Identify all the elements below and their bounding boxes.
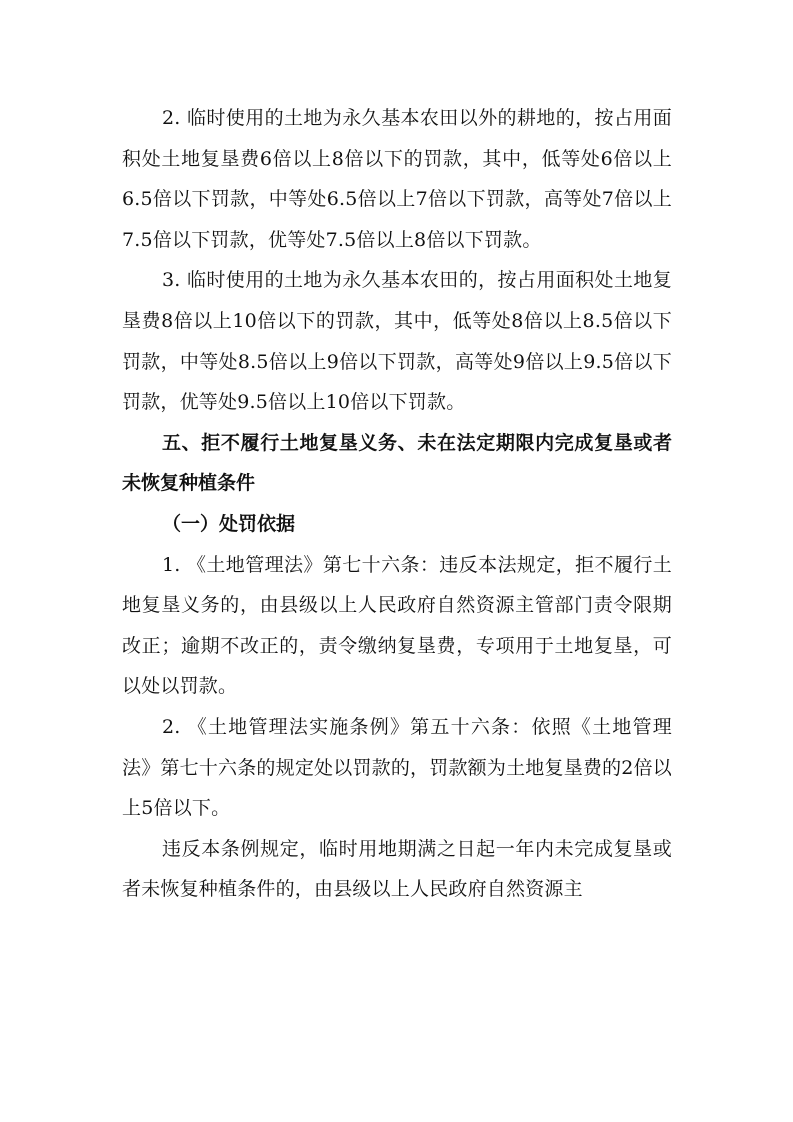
paragraph-land-management-law-article-76: 1. 《土地管理法》第七十六条：违反本法规定，拒不履行土地复垦义务的，由县级以上人民政府自然资源主管部门责令限期改正；逾期不改正的，责令缴纳复垦费，专项用于土地复垦，可以处以罚款。 bbox=[122, 553, 672, 698]
paragraph-temporary-land-expiry: 违反本条例规定，临时用地期满之日起一年内未完成复垦或者未恢复种植条件的，由县级以上人民政府自然资源主 bbox=[122, 837, 672, 901]
subsection-heading-penalty-basis: （一）处罚依据 bbox=[162, 512, 296, 535]
section-heading-five: 五、拒不履行土地复垦义务、未在法定期限内完成复垦或者未恢复种植条件 bbox=[122, 431, 672, 495]
paragraph-penalty-permanent-farmland: 3. 临时使用的土地为永久基本农田的，按占用面积处土地复垦费8倍以上10倍以下的罚款，其中，低等处8倍以上8.5倍以下罚款，中等处8.5倍以上9倍以下罚款，高等处9倍以上9.5倍以下罚款，优等处9.5倍以上10倍以下罚款。 bbox=[122, 269, 672, 414]
paragraph-penalty-basic-farmland-exclusive: 2. 临时使用的土地为永久基本农田以外的耕地的，按占用面积处土地复垦费6倍以上8倍以下的罚款，其中，低等处6倍以上6.5倍以下罚款，中等处6.5倍以上7倍以下罚款，高等处7倍以上7.5倍以下罚款，优等处7.5倍以上8倍以下罚款。 bbox=[122, 107, 672, 251]
document-body bbox=[122, 98, 672, 910]
paragraph-implementation-regulation-article-56: 2. 《土地管理法实施条例》第五十六条：依照《土地管理法》第七十六条的规定处以罚款的，罚款额为土地复垦费的2倍以上5倍以下。 bbox=[122, 715, 672, 820]
